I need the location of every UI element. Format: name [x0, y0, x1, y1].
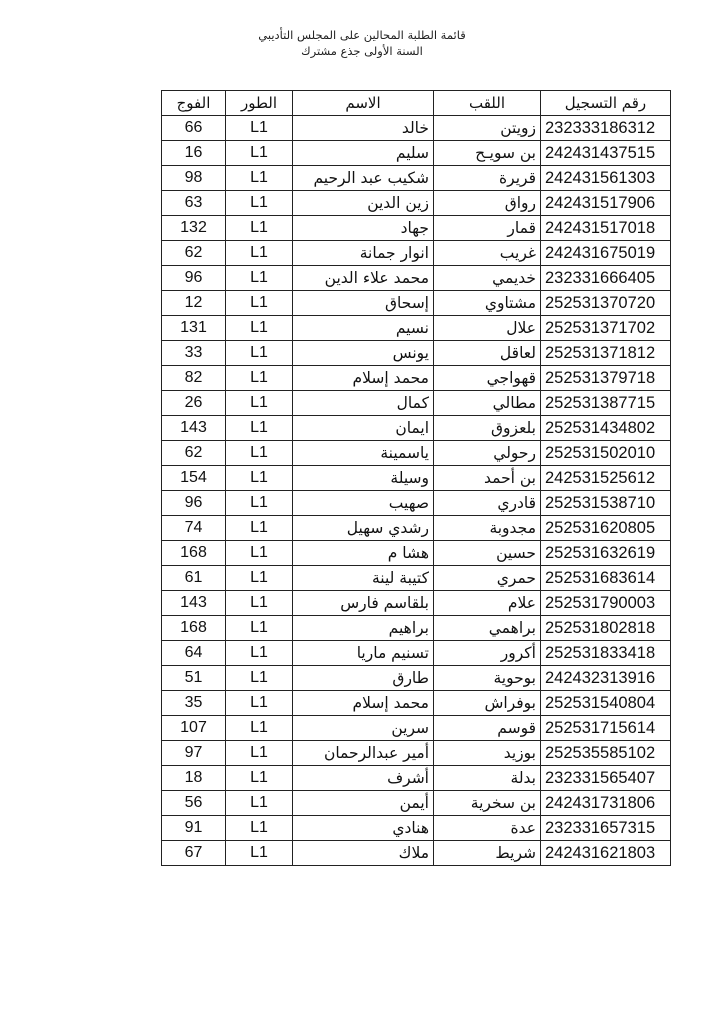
cell-registration-number: 252531379718: [541, 366, 671, 391]
cell-tour: L1: [226, 741, 293, 766]
cell-name: ياسمينة: [293, 441, 434, 466]
cell-name: رشدي سهيل: [293, 516, 434, 541]
cell-registration-number: 252535585102: [541, 741, 671, 766]
cell-laqab: مطالي: [434, 391, 541, 416]
cell-fouj: 107: [162, 716, 226, 741]
cell-tour: L1: [226, 541, 293, 566]
cell-fouj: 96: [162, 491, 226, 516]
cell-fouj: 91: [162, 816, 226, 841]
cell-name: جهاد: [293, 216, 434, 241]
cell-name: يونس: [293, 341, 434, 366]
cell-laqab: مشتاوي: [434, 291, 541, 316]
cell-fouj: 26: [162, 391, 226, 416]
cell-laqab: شريط: [434, 841, 541, 866]
cell-tour: L1: [226, 791, 293, 816]
cell-fouj: 16: [162, 141, 226, 166]
cell-name: خالد: [293, 116, 434, 141]
cell-laqab: حمري: [434, 566, 541, 591]
cell-name: كتيبة لينة: [293, 566, 434, 591]
table-row: [162, 491, 671, 516]
cell-tour: L1: [226, 591, 293, 616]
table-row: [162, 766, 671, 791]
table-row: [162, 666, 671, 691]
cell-registration-number: 252531538710: [541, 491, 671, 516]
cell-registration-number: 242431675019: [541, 241, 671, 266]
cell-fouj: 131: [162, 316, 226, 341]
table-row: [162, 616, 671, 641]
cell-fouj: 12: [162, 291, 226, 316]
cell-name: ايمان: [293, 416, 434, 441]
table-row: [162, 316, 671, 341]
cell-fouj: 98: [162, 166, 226, 191]
cell-registration-number: 252531715614: [541, 716, 671, 741]
cell-name: انوار جمانة: [293, 241, 434, 266]
cell-tour: L1: [226, 716, 293, 741]
cell-fouj: 143: [162, 591, 226, 616]
table-row: [162, 416, 671, 441]
cell-fouj: 51: [162, 666, 226, 691]
header-fouj: الفوج: [162, 91, 226, 116]
cell-tour: L1: [226, 341, 293, 366]
cell-fouj: 64: [162, 641, 226, 666]
cell-laqab: قمار: [434, 216, 541, 241]
cell-tour: L1: [226, 166, 293, 191]
cell-fouj: 62: [162, 241, 226, 266]
table-row: [162, 266, 671, 291]
cell-registration-number: 242431517906: [541, 191, 671, 216]
cell-laqab: قهواجي: [434, 366, 541, 391]
cell-laqab: لعاقل: [434, 341, 541, 366]
cell-registration-number: 252531790003: [541, 591, 671, 616]
cell-tour: L1: [226, 391, 293, 416]
cell-name: زين الدين: [293, 191, 434, 216]
cell-tour: L1: [226, 116, 293, 141]
table-row: [162, 141, 671, 166]
cell-registration-number: 252531683614: [541, 566, 671, 591]
cell-laqab: حسين: [434, 541, 541, 566]
cell-fouj: 67: [162, 841, 226, 866]
cell-registration-number: 242431437515: [541, 141, 671, 166]
cell-name: ملاك: [293, 841, 434, 866]
cell-registration-number: 242431621803: [541, 841, 671, 866]
table-row: [162, 441, 671, 466]
cell-fouj: 96: [162, 266, 226, 291]
cell-laqab: رحولي: [434, 441, 541, 466]
table-header-row: [162, 91, 671, 116]
cell-laqab: علام: [434, 591, 541, 616]
document-subtitle: السنة الأولى جذع مشترك: [301, 44, 423, 58]
table-row: [162, 591, 671, 616]
cell-registration-number: 252531540804: [541, 691, 671, 716]
table-row: [162, 366, 671, 391]
cell-laqab: رواق: [434, 191, 541, 216]
header-registration-number: رقم التسجيل: [541, 91, 671, 116]
table-row: [162, 116, 671, 141]
cell-laqab: عدة: [434, 816, 541, 841]
cell-fouj: 35: [162, 691, 226, 716]
cell-fouj: 74: [162, 516, 226, 541]
cell-laqab: بن سخرية: [434, 791, 541, 816]
cell-registration-number: 252531502010: [541, 441, 671, 466]
document-title: قائمة الطلبة المحالين على المجلس التأديبي: [258, 28, 466, 42]
cell-tour: L1: [226, 666, 293, 691]
cell-name: هشا م: [293, 541, 434, 566]
cell-tour: L1: [226, 141, 293, 166]
cell-name: شكيب عبد الرحيم: [293, 166, 434, 191]
table-row: [162, 216, 671, 241]
cell-tour: L1: [226, 491, 293, 516]
cell-name: نسيم: [293, 316, 434, 341]
cell-fouj: 97: [162, 741, 226, 766]
cell-laqab: بوحوية: [434, 666, 541, 691]
cell-fouj: 56: [162, 791, 226, 816]
cell-fouj: 168: [162, 541, 226, 566]
table-row: [162, 791, 671, 816]
cell-laqab: بوزيد: [434, 741, 541, 766]
table-row: [162, 166, 671, 191]
table-row: [162, 841, 671, 866]
cell-tour: L1: [226, 191, 293, 216]
cell-laqab: قادري: [434, 491, 541, 516]
cell-laqab: علال: [434, 316, 541, 341]
cell-laqab: غريب: [434, 241, 541, 266]
cell-tour: L1: [226, 766, 293, 791]
cell-name: إسحاق: [293, 291, 434, 316]
cell-fouj: 143: [162, 416, 226, 441]
cell-name: محمد علاء الدين: [293, 266, 434, 291]
cell-name: وسيلة: [293, 466, 434, 491]
cell-laqab: بدلة: [434, 766, 541, 791]
cell-name: محمد إسلام: [293, 691, 434, 716]
cell-tour: L1: [226, 566, 293, 591]
cell-fouj: 168: [162, 616, 226, 641]
cell-name: صهيب: [293, 491, 434, 516]
table-row: [162, 466, 671, 491]
cell-name: براهيم: [293, 616, 434, 641]
cell-laqab: بلعزوق: [434, 416, 541, 441]
table-row: [162, 516, 671, 541]
table-row: [162, 291, 671, 316]
cell-name: هنادي: [293, 816, 434, 841]
table-row: [162, 741, 671, 766]
cell-registration-number: 252531387715: [541, 391, 671, 416]
cell-tour: L1: [226, 266, 293, 291]
cell-tour: L1: [226, 641, 293, 666]
cell-name: أشرف: [293, 766, 434, 791]
cell-registration-number: 232331666405: [541, 266, 671, 291]
cell-tour: L1: [226, 516, 293, 541]
cell-registration-number: 252531371812: [541, 341, 671, 366]
cell-registration-number: 242431731806: [541, 791, 671, 816]
cell-laqab: قوسم: [434, 716, 541, 741]
cell-tour: L1: [226, 291, 293, 316]
cell-tour: L1: [226, 241, 293, 266]
students-table: [161, 90, 671, 866]
cell-laqab: خديمي: [434, 266, 541, 291]
table-row: [162, 816, 671, 841]
cell-laqab: مجدوبة: [434, 516, 541, 541]
cell-fouj: 61: [162, 566, 226, 591]
cell-fouj: 66: [162, 116, 226, 141]
cell-tour: L1: [226, 841, 293, 866]
cell-fouj: 154: [162, 466, 226, 491]
cell-fouj: 63: [162, 191, 226, 216]
cell-fouj: 33: [162, 341, 226, 366]
cell-tour: L1: [226, 316, 293, 341]
cell-name: سليم: [293, 141, 434, 166]
cell-name: سرين: [293, 716, 434, 741]
cell-laqab: زويتن: [434, 116, 541, 141]
cell-laqab: أكرور: [434, 641, 541, 666]
cell-name: أمير عبدالرحمان: [293, 741, 434, 766]
table-row: [162, 191, 671, 216]
cell-name: طارق: [293, 666, 434, 691]
cell-tour: L1: [226, 816, 293, 841]
cell-name: تسنيم ماريا: [293, 641, 434, 666]
cell-fouj: 62: [162, 441, 226, 466]
cell-name: محمد إسلام: [293, 366, 434, 391]
table-row: [162, 341, 671, 366]
cell-fouj: 82: [162, 366, 226, 391]
cell-registration-number: 252531434802: [541, 416, 671, 441]
cell-fouj: 18: [162, 766, 226, 791]
table-row: [162, 641, 671, 666]
cell-registration-number: 242431517018: [541, 216, 671, 241]
cell-tour: L1: [226, 691, 293, 716]
header-name: الاسم: [293, 91, 434, 116]
cell-registration-number: 252531620805: [541, 516, 671, 541]
cell-tour: L1: [226, 216, 293, 241]
table-row: [162, 691, 671, 716]
cell-laqab: بن سويـح: [434, 141, 541, 166]
cell-registration-number: 252531370720: [541, 291, 671, 316]
cell-registration-number: 252531802818: [541, 616, 671, 641]
cell-tour: L1: [226, 616, 293, 641]
cell-laqab: براهمي: [434, 616, 541, 641]
cell-registration-number: 242431561303: [541, 166, 671, 191]
header-laqab: اللقب: [434, 91, 541, 116]
cell-laqab: قريرة: [434, 166, 541, 191]
cell-laqab: بوفراش: [434, 691, 541, 716]
cell-registration-number: 252531632619: [541, 541, 671, 566]
table-row: [162, 391, 671, 416]
cell-registration-number: 232331565407: [541, 766, 671, 791]
cell-registration-number: 252531833418: [541, 641, 671, 666]
cell-registration-number: 232333186312: [541, 116, 671, 141]
cell-registration-number: 242432313916: [541, 666, 671, 691]
header-tour: الطور: [226, 91, 293, 116]
cell-laqab: بن أحمد: [434, 466, 541, 491]
cell-tour: L1: [226, 366, 293, 391]
table-row: [162, 716, 671, 741]
cell-name: أيمن: [293, 791, 434, 816]
cell-registration-number: 242531525612: [541, 466, 671, 491]
cell-fouj: 132: [162, 216, 226, 241]
cell-registration-number: 232331657315: [541, 816, 671, 841]
table-row: [162, 566, 671, 591]
table-row: [162, 241, 671, 266]
cell-name: بلقاسم فارس: [293, 591, 434, 616]
cell-tour: L1: [226, 441, 293, 466]
cell-name: كمال: [293, 391, 434, 416]
table-row: [162, 541, 671, 566]
cell-tour: L1: [226, 416, 293, 441]
cell-registration-number: 252531371702: [541, 316, 671, 341]
cell-tour: L1: [226, 466, 293, 491]
